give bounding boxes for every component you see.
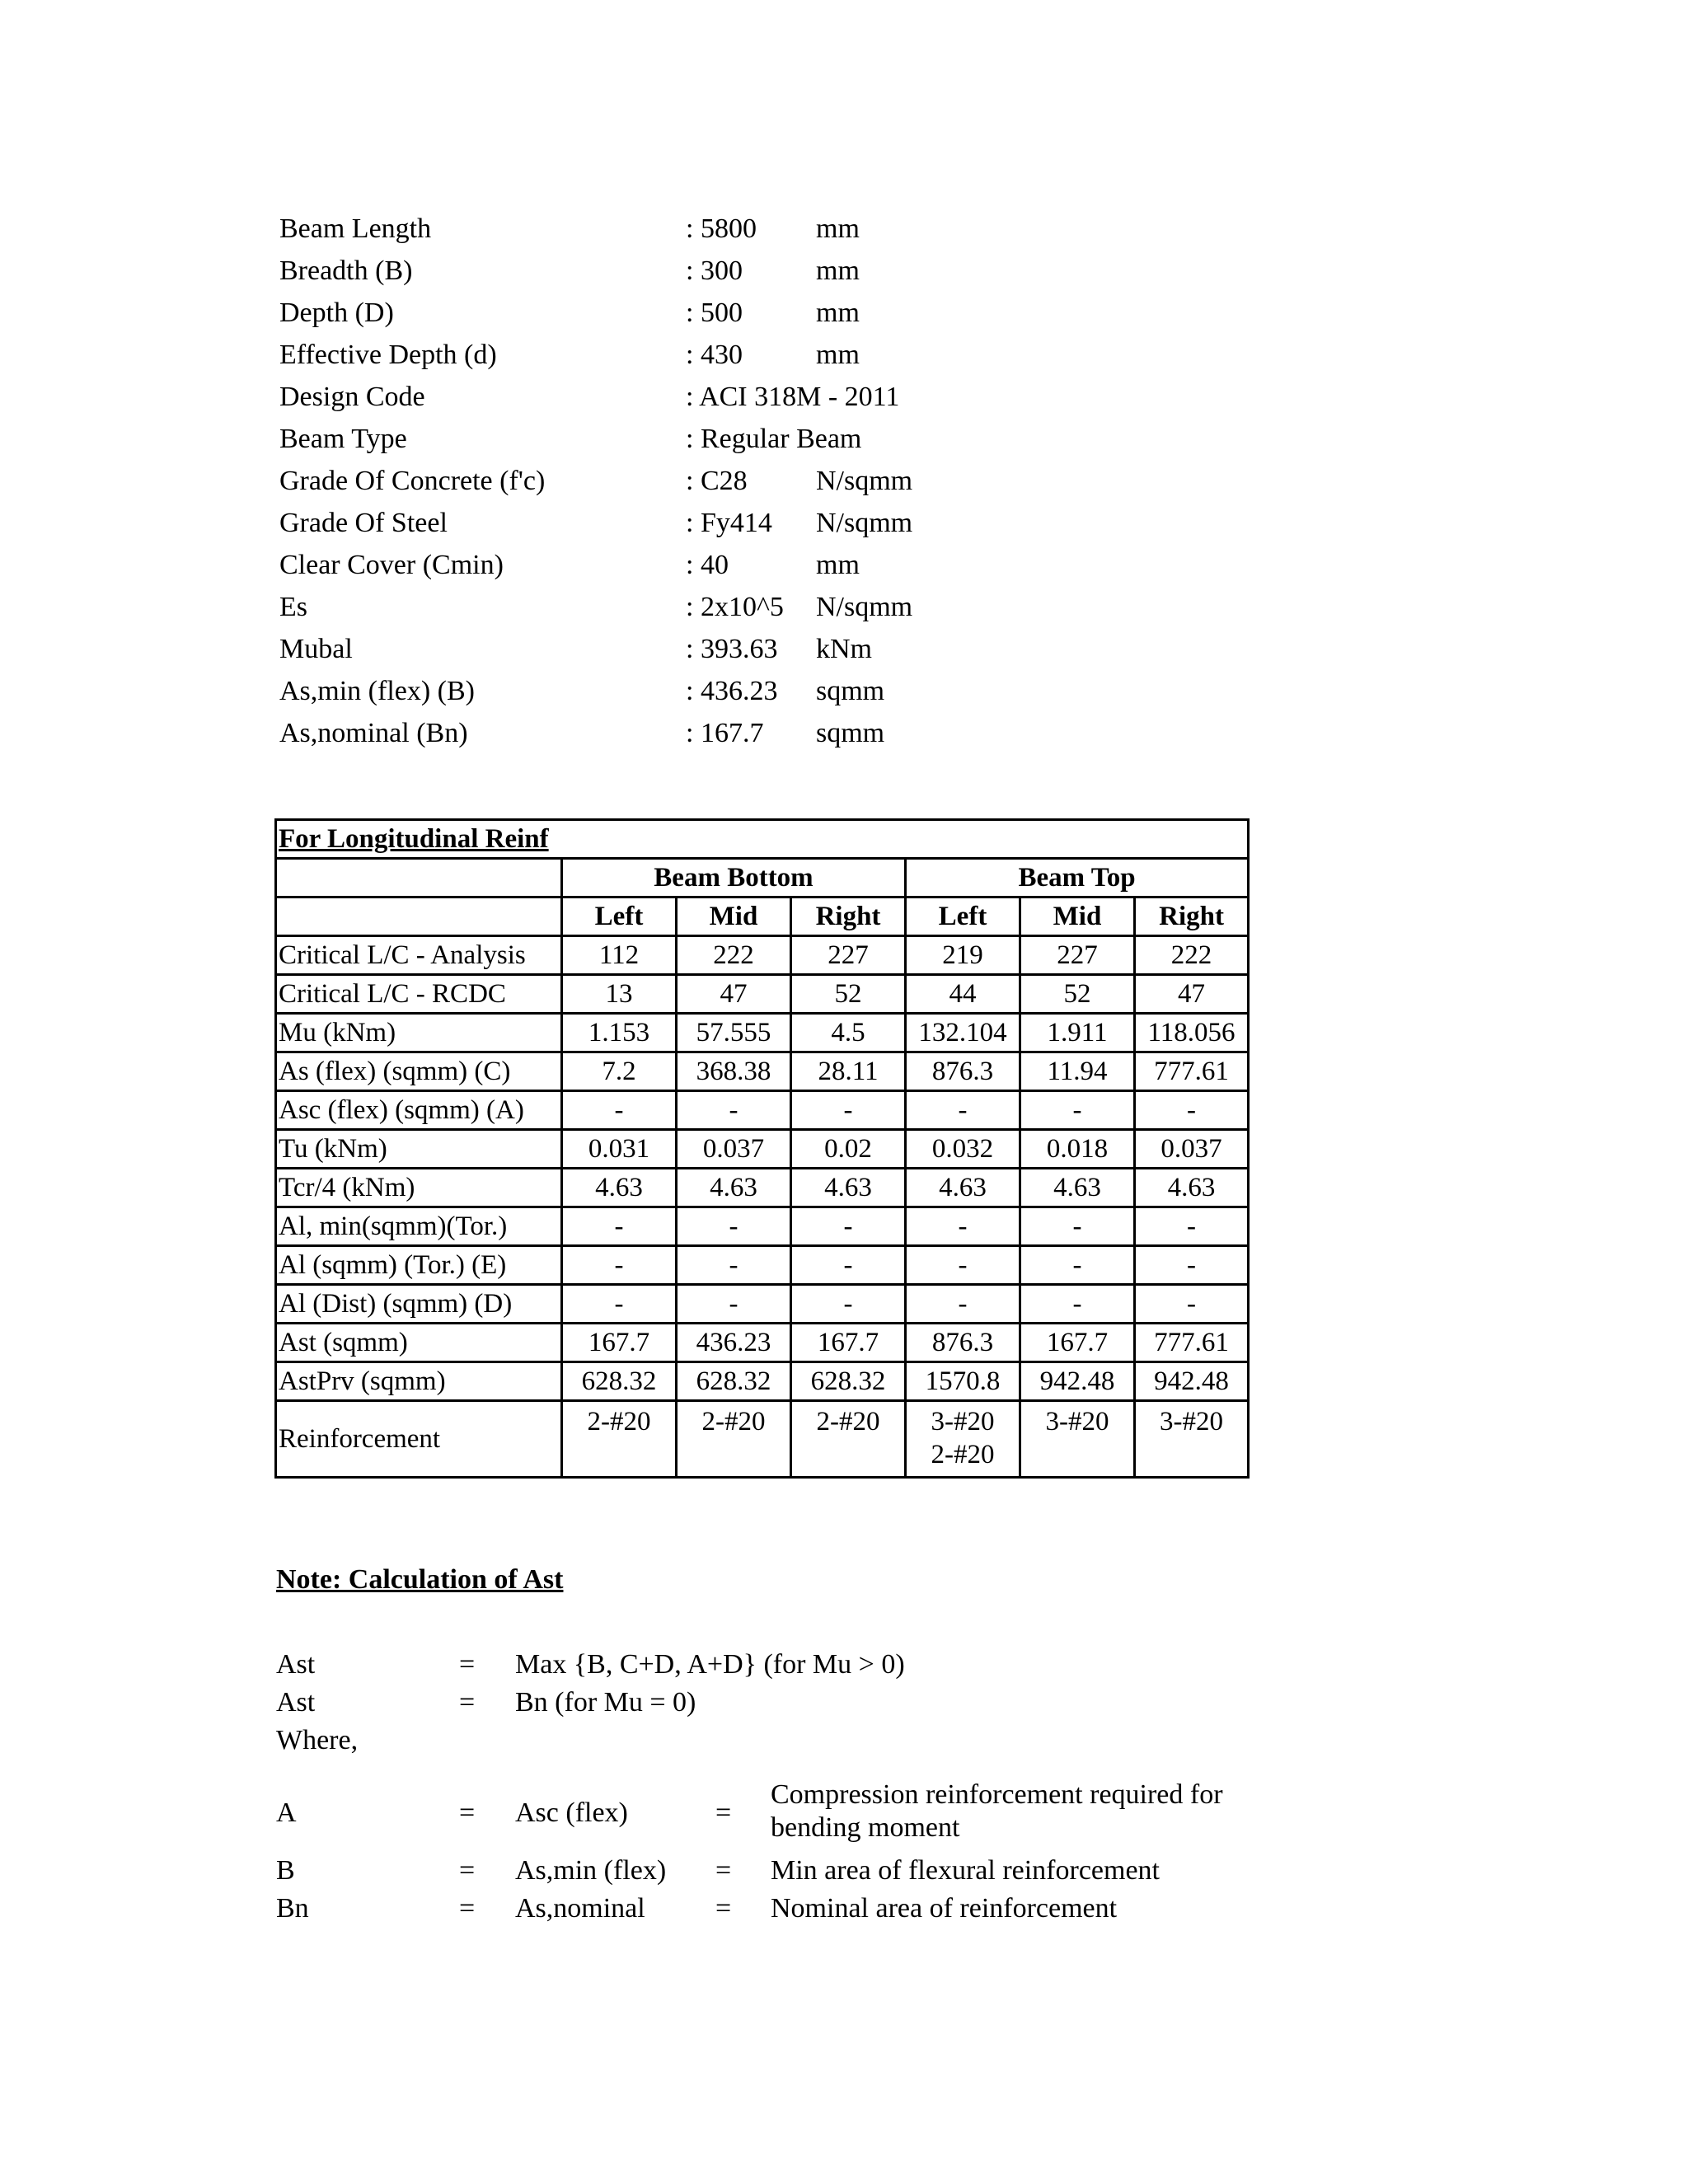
definition-description: Compression reinforcement required for bending moment xyxy=(771,1779,1223,1843)
table-cell: 0.02 xyxy=(791,1130,906,1169)
reinforcement-cell xyxy=(677,1401,791,1478)
prop-value: : ACI 318M - 2011 xyxy=(686,382,900,412)
table-cell: 47 xyxy=(677,975,791,1014)
table-cell: 436.23 xyxy=(677,1324,791,1362)
sub-header: Mid xyxy=(677,898,791,936)
table-cell: - xyxy=(1020,1285,1135,1324)
definition-equals: = xyxy=(459,1797,476,1828)
table-cell: 876.3 xyxy=(906,1324,1020,1362)
table-cell: 28.11 xyxy=(791,1052,906,1091)
table-cell: - xyxy=(677,1246,791,1285)
table-cell: 13 xyxy=(562,975,677,1014)
prop-unit: mm xyxy=(816,298,860,328)
table-title-row xyxy=(276,820,1249,859)
table-cell: - xyxy=(1135,1285,1249,1324)
sub-header: Right xyxy=(1135,898,1249,936)
prop-label: As,min (flex) (B) xyxy=(279,676,476,706)
definition-equals: = xyxy=(459,1855,476,1886)
table-cell: - xyxy=(906,1246,1020,1285)
reinforcement-cell xyxy=(1135,1401,1249,1478)
table-cell: 4.63 xyxy=(677,1169,791,1207)
table-cell: 222 xyxy=(677,936,791,975)
table-cell: 0.031 xyxy=(562,1130,677,1169)
table-title: For Longitudinal Reinf xyxy=(276,820,1249,859)
definition-symbol: B xyxy=(276,1855,295,1886)
row-label: Critical L/C - RCDC xyxy=(276,975,562,1014)
prop-unit: mm xyxy=(816,255,860,286)
table-cell: 942.48 xyxy=(1135,1362,1249,1401)
table-cell: 942.48 xyxy=(1020,1362,1135,1401)
table-cell: 1.153 xyxy=(562,1014,677,1052)
table-row xyxy=(276,1130,1249,1169)
prop-unit: mm xyxy=(816,550,860,580)
table-row xyxy=(276,1091,1249,1130)
table-cell: - xyxy=(906,1207,1020,1246)
prop-value: : 430 xyxy=(686,340,743,370)
prop-unit: mm xyxy=(816,340,860,370)
table-cell: - xyxy=(562,1207,677,1246)
table-row xyxy=(276,1362,1249,1401)
group-header-beam-bottom: Beam Bottom xyxy=(562,859,906,898)
definition-equals: = xyxy=(715,1893,732,1924)
table-cell: - xyxy=(562,1246,677,1285)
table-cell: - xyxy=(906,1285,1020,1324)
row-label: AstPrv (sqmm) xyxy=(276,1362,562,1401)
note-title: Note: Calculation of Ast xyxy=(276,1564,564,1595)
table-row xyxy=(276,1169,1249,1207)
prop-unit: N/sqmm xyxy=(816,592,913,622)
table-cell: 4.63 xyxy=(562,1169,677,1207)
table-cell: 118.056 xyxy=(1135,1014,1249,1052)
table-cell: 7.2 xyxy=(562,1052,677,1091)
table-cell: 777.61 xyxy=(1135,1052,1249,1091)
row-label: Al, min(sqmm)(Tor.) xyxy=(276,1207,562,1246)
table-cell: 57.555 xyxy=(677,1014,791,1052)
table-cell: - xyxy=(677,1207,791,1246)
table-row xyxy=(276,975,1249,1014)
header-blank-cell xyxy=(276,859,562,898)
table-cell: 52 xyxy=(1020,975,1135,1014)
bar-spec: 3-#20 xyxy=(931,1407,995,1436)
row-label: Al (sqmm) (Tor.) (E) xyxy=(276,1246,562,1285)
prop-label: Effective Depth (d) xyxy=(279,340,497,370)
reinforcement-cell xyxy=(906,1401,1020,1478)
table-cell: 52 xyxy=(791,975,906,1014)
table-cell: - xyxy=(791,1091,906,1130)
table-cell: - xyxy=(1020,1207,1135,1246)
prop-value: : 436.23 xyxy=(686,676,778,706)
table-cell: - xyxy=(1135,1207,1249,1246)
table-cell: 227 xyxy=(791,936,906,975)
definition-symbol: A xyxy=(276,1797,297,1828)
table-cell: 167.7 xyxy=(562,1324,677,1362)
table-cell: 0.018 xyxy=(1020,1130,1135,1169)
prop-label: Breadth (B) xyxy=(279,255,413,286)
table-row xyxy=(276,936,1249,975)
header-blank-cell xyxy=(276,898,562,936)
note-expression: Bn (for Mu = 0) xyxy=(515,1687,696,1718)
table-cell: 4.63 xyxy=(791,1169,906,1207)
note-expression: Max {B, C+D, A+D} (for Mu > 0) xyxy=(515,1649,905,1680)
table-cell: - xyxy=(1020,1091,1135,1130)
prop-value: : Fy414 xyxy=(686,508,772,538)
prop-value: : 40 xyxy=(686,550,729,580)
definition-symbol: Bn xyxy=(276,1893,309,1924)
reinforcement-cell xyxy=(791,1401,906,1478)
row-label: Tcr/4 (kNm) xyxy=(276,1169,562,1207)
note-symbol: Ast xyxy=(276,1687,316,1718)
table-cell: - xyxy=(791,1285,906,1324)
table-cell: 4.63 xyxy=(906,1169,1020,1207)
table-body xyxy=(276,936,1249,1401)
prop-value: : 2x10^5 xyxy=(686,592,784,622)
table-cell: 11.94 xyxy=(1020,1052,1135,1091)
table-cell: - xyxy=(791,1246,906,1285)
table-cell: 44 xyxy=(906,975,1020,1014)
table-cell: 1.911 xyxy=(1020,1014,1135,1052)
prop-unit: sqmm xyxy=(816,718,885,748)
prop-label: Design Code xyxy=(279,382,425,412)
table-cell: 219 xyxy=(906,936,1020,975)
note-where: Where, xyxy=(276,1725,359,1755)
table-cell: - xyxy=(906,1091,1020,1130)
row-label: Reinforcement xyxy=(276,1401,562,1478)
prop-unit: sqmm xyxy=(816,676,885,706)
table-row-reinforcement xyxy=(276,1401,1249,1478)
bar-spec: 2-#20 xyxy=(816,1407,880,1436)
sub-header: Right xyxy=(791,898,906,936)
note-equals: = xyxy=(459,1649,476,1680)
row-label: Tu (kNm) xyxy=(276,1130,562,1169)
bar-spec: 3-#20 xyxy=(1160,1407,1224,1436)
table-cell: 1570.8 xyxy=(906,1362,1020,1401)
prop-label: Grade Of Steel xyxy=(279,508,448,538)
table-cell: 0.037 xyxy=(677,1130,791,1169)
bar-spec: 3-#20 xyxy=(1045,1407,1109,1436)
row-label: Critical L/C - Analysis xyxy=(276,936,562,975)
table-cell: - xyxy=(1135,1246,1249,1285)
prop-label: Clear Cover (Cmin) xyxy=(279,550,504,580)
row-label: Ast (sqmm) xyxy=(276,1324,562,1362)
table-row xyxy=(276,1052,1249,1091)
table-cell: - xyxy=(562,1285,677,1324)
prop-value: : 300 xyxy=(686,255,743,286)
table-cell: 222 xyxy=(1135,936,1249,975)
table-cell: 112 xyxy=(562,936,677,975)
prop-value: : 5800 xyxy=(686,213,757,244)
definition-description: Nominal area of reinforcement xyxy=(771,1893,1118,1924)
table-cell: 4.63 xyxy=(1135,1169,1249,1207)
table-cell: 0.037 xyxy=(1135,1130,1249,1169)
table-cell: - xyxy=(562,1091,677,1130)
table-group-header-row xyxy=(276,859,1249,898)
prop-label: Mubal xyxy=(279,634,353,664)
prop-value: : 500 xyxy=(686,298,743,328)
table-cell: 167.7 xyxy=(791,1324,906,1362)
table-cell: 0.032 xyxy=(906,1130,1020,1169)
definition-expression: As,nominal xyxy=(515,1893,645,1924)
prop-unit: N/sqmm xyxy=(816,466,913,496)
prop-unit: kNm xyxy=(816,634,872,664)
table-cell: 227 xyxy=(1020,936,1135,975)
note-symbol: Ast xyxy=(276,1649,316,1680)
prop-unit: N/sqmm xyxy=(816,508,913,538)
prop-value: : 393.63 xyxy=(686,634,778,664)
prop-label: Depth (D) xyxy=(279,298,394,328)
group-header-beam-top: Beam Top xyxy=(906,859,1249,898)
definition-expression: As,min (flex) xyxy=(515,1855,667,1886)
sub-header: Mid xyxy=(1020,898,1135,936)
bar-spec: 2-#20 xyxy=(701,1407,766,1436)
table-sub-header-row xyxy=(276,898,1249,936)
bar-spec: 2-#20 xyxy=(931,1440,995,1469)
table-row xyxy=(276,1014,1249,1052)
table-cell: 628.32 xyxy=(791,1362,906,1401)
table-cell: - xyxy=(791,1207,906,1246)
definition-description: Min area of flexural reinforcement xyxy=(771,1855,1160,1886)
table-row xyxy=(276,1207,1249,1246)
definition-expression: Asc (flex) xyxy=(515,1797,628,1828)
table-row xyxy=(276,1324,1249,1362)
table-cell: 167.7 xyxy=(1020,1324,1135,1362)
table-cell: - xyxy=(1135,1091,1249,1130)
prop-label: Es xyxy=(279,592,307,622)
row-label: Al (Dist) (sqmm) (D) xyxy=(276,1285,562,1324)
prop-unit: mm xyxy=(816,213,860,244)
prop-value: : 167.7 xyxy=(686,718,764,748)
row-label: Asc (flex) (sqmm) (A) xyxy=(276,1091,562,1130)
table-cell: - xyxy=(677,1091,791,1130)
definition-equals: = xyxy=(459,1893,476,1924)
row-label: As (flex) (sqmm) (C) xyxy=(276,1052,562,1091)
table-cell: - xyxy=(1020,1246,1135,1285)
table-cell: 47 xyxy=(1135,975,1249,1014)
longitudinal-reinforcement-table xyxy=(274,818,1250,1479)
prop-label: Beam Type xyxy=(279,424,407,454)
prop-label: Beam Length xyxy=(279,213,432,244)
prop-value: : Regular Beam xyxy=(686,424,862,454)
table-cell: 777.61 xyxy=(1135,1324,1249,1362)
prop-label: Grade Of Concrete (f'c) xyxy=(279,466,546,496)
reinforcement-cell xyxy=(562,1401,677,1478)
sub-header: Left xyxy=(562,898,677,936)
table-row xyxy=(276,1285,1249,1324)
table-cell: 628.32 xyxy=(562,1362,677,1401)
note-equals: = xyxy=(459,1687,476,1718)
table-cell: 4.63 xyxy=(1020,1169,1135,1207)
table-row xyxy=(276,1246,1249,1285)
table-cell: 628.32 xyxy=(677,1362,791,1401)
prop-value: : C28 xyxy=(686,466,748,496)
table-cell: 4.5 xyxy=(791,1014,906,1052)
definition-equals: = xyxy=(715,1797,732,1828)
sub-header: Left xyxy=(906,898,1020,936)
table-cell: - xyxy=(677,1285,791,1324)
bar-spec: 2-#20 xyxy=(587,1407,651,1436)
reinforcement-cell xyxy=(1020,1401,1135,1478)
row-label: Mu (kNm) xyxy=(276,1014,562,1052)
prop-label: As,nominal (Bn) xyxy=(279,718,468,748)
definition-equals: = xyxy=(715,1855,732,1886)
table-cell: 876.3 xyxy=(906,1052,1020,1091)
table-cell: 132.104 xyxy=(906,1014,1020,1052)
table-cell: 368.38 xyxy=(677,1052,791,1091)
